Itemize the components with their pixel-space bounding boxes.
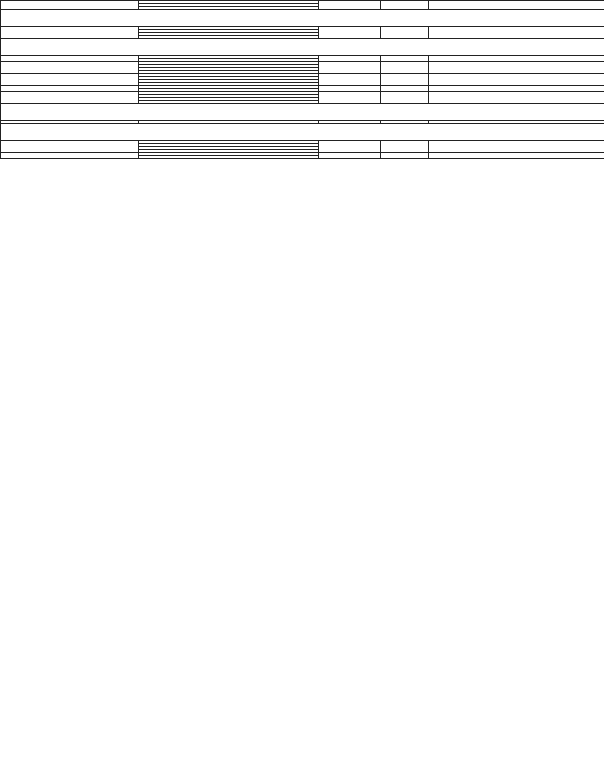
- section-title: [1, 39, 604, 56]
- score-cell: [319, 92, 381, 104]
- requirement-cell: [1, 153, 139, 159]
- requirement-cell: [1, 27, 139, 39]
- score-cell: [319, 27, 381, 39]
- section-title: [1, 124, 604, 141]
- score-cell: [319, 74, 381, 86]
- requirement-cell: [1, 92, 139, 104]
- section-header-row: [1, 124, 604, 141]
- score-cell: [319, 153, 381, 159]
- score-cell: [319, 62, 381, 74]
- rule-cell: [429, 27, 604, 39]
- blank-cell: [381, 153, 429, 159]
- rule-cell: [429, 92, 604, 104]
- requirement-cell: [1, 1, 139, 10]
- rule-cell: [429, 74, 604, 86]
- blank-cell: [381, 1, 429, 10]
- requirement-cell: [1, 74, 139, 86]
- checklist-item: [139, 156, 319, 159]
- score-cell: [319, 141, 381, 153]
- score-cell: [319, 1, 381, 10]
- section-header-row: [1, 104, 604, 121]
- assessment-table: [0, 0, 604, 159]
- blank-cell: [381, 92, 429, 104]
- blank-cell: [381, 27, 429, 39]
- blank-cell: [381, 141, 429, 153]
- rule-cell: [429, 1, 604, 10]
- section-title: [1, 104, 604, 121]
- blank-cell: [381, 62, 429, 74]
- rule-cell: [429, 153, 604, 159]
- section-title: [1, 10, 604, 27]
- rule-cell: [429, 141, 604, 153]
- section-header-row: [1, 10, 604, 27]
- requirement-cell: [1, 62, 139, 74]
- requirement-cell: [1, 141, 139, 153]
- blank-cell: [381, 74, 429, 86]
- rule-cell: [429, 62, 604, 74]
- section-header-row: [1, 39, 604, 56]
